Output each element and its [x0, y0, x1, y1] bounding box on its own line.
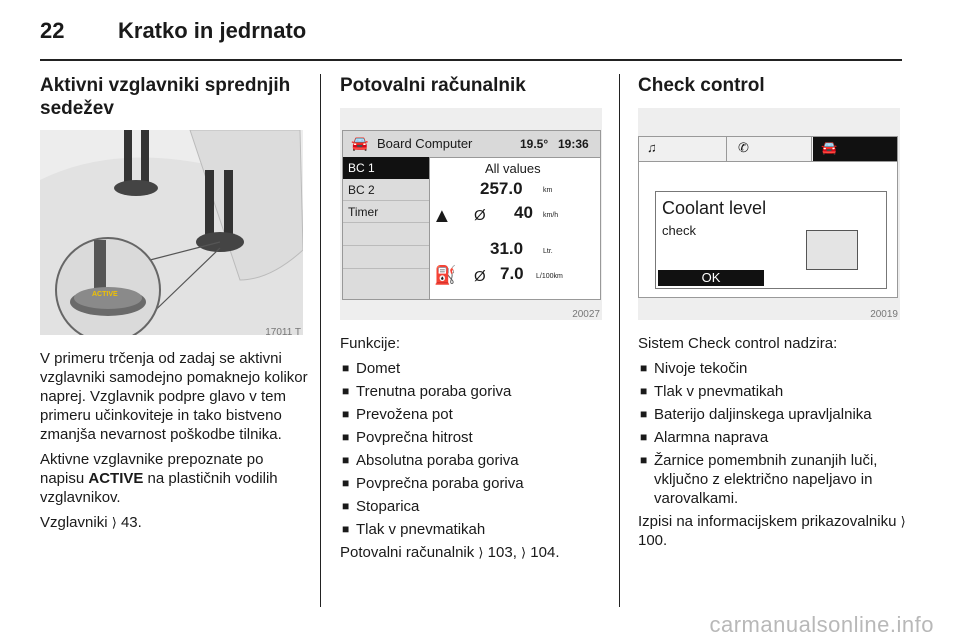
- car-icon: 🚘: [351, 135, 369, 151]
- figure-id: 20027: [572, 309, 600, 320]
- menu-bc2[interactable]: BC 2: [343, 179, 429, 201]
- display-tab-bar: [639, 137, 897, 162]
- list-item: ■ Povprečna hitrost: [340, 428, 610, 447]
- list-item: ■ Tlak v pnevmatikah: [638, 382, 908, 401]
- active-label: ACTIVE: [92, 291, 118, 298]
- board-computer-figure: [340, 108, 602, 320]
- list-item: ■ Prevožena pot: [340, 405, 610, 424]
- list-item: ■ Tlak v pnevmatikah: [340, 520, 610, 539]
- list-item: ■ Domet: [340, 359, 610, 378]
- check-control-display: [638, 136, 898, 298]
- board-computer-ref[interactable]: Potovalni računalnik ⟩ 103, ⟩ 104.: [340, 544, 560, 561]
- board-computer-display: [342, 130, 601, 300]
- headrests-para-2: Aktivne vzglavnike prepoznate po napisu ACTIVE na plastičnih vodilih vzglavnikov.: [40, 451, 278, 506]
- list-item: ■ Povprečna poraba goriva: [340, 474, 610, 493]
- display-title-bar: 🚘 Board Computer 19.5° 19:36: [343, 131, 600, 158]
- menu-empty-1: [343, 223, 429, 246]
- check-control-intro: Sistem Check control nadzira:: [638, 335, 838, 352]
- column-board-computer: [340, 74, 605, 97]
- menu-empty-2: [343, 246, 429, 269]
- message-title: Coolant level: [662, 198, 767, 218]
- music-icon[interactable]: ♫: [639, 137, 727, 161]
- column-divider-2: [619, 74, 620, 607]
- headrest-illustration-icon: [40, 130, 303, 335]
- check-control-text: [638, 334, 908, 556]
- average-icon-2: Ø: [474, 268, 486, 285]
- list-item: ■ Nivoje tekočin: [638, 359, 908, 378]
- figure-id: 17011 T: [265, 327, 301, 338]
- page-number: 22: [40, 18, 65, 43]
- watermark: carmanualsonline.info: [709, 612, 934, 637]
- coolant-icon: [806, 230, 858, 270]
- list-item: ■ Stoparica: [340, 497, 610, 516]
- phone-icon[interactable]: ✆: [728, 137, 812, 161]
- board-computer-list: [340, 359, 610, 539]
- menu-timer[interactable]: Timer: [343, 201, 429, 223]
- check-control-ref[interactable]: Izpisi na informacijskem prikazovalniku ⟩ 100.: [638, 513, 906, 549]
- list-item: ■ Trenutna poraba goriva: [340, 382, 610, 401]
- column-check-control: [638, 74, 903, 97]
- list-item: ■ Absolutna poraba goriva: [340, 451, 610, 470]
- headrests-para-1: V primeru trčenja od zadaj se aktivni vzglavniki samodejno pomaknejo kolikor naprej. Vzglavnik podpre glavo v tem primeru učinkoviteje in tako bistveno zmanjša nevarnost poškodbe tilnika.: [40, 350, 308, 443]
- average-icon: Ø: [474, 207, 486, 224]
- menu-bc1[interactable]: BC 1: [343, 157, 429, 179]
- list-item: ■ Alarmna naprava: [638, 428, 908, 447]
- car-tab-icon[interactable]: 🚘: [813, 137, 897, 161]
- reference-arrow-icon: ⟩: [478, 545, 484, 560]
- list-item: ■ Žarnice pomembnih zunanjih luči, vključno z električno napeljavo in varovalkami.: [638, 451, 908, 508]
- fuel-pump-icon: ⛽: [434, 265, 457, 285]
- headrests-ref[interactable]: Vzglavniki ⟩ 43.: [40, 514, 142, 531]
- check-control-heading: Check control: [638, 75, 765, 96]
- check-control-figure: [638, 108, 900, 320]
- headrests-text: [40, 349, 308, 538]
- column-headrests: [40, 74, 305, 120]
- message-sub: check: [662, 223, 696, 238]
- ok-button[interactable]: OK: [658, 270, 764, 286]
- reference-arrow-icon: ⟩: [111, 515, 117, 530]
- headrest-figure: [40, 130, 303, 338]
- road-icon: ▲: [432, 205, 452, 227]
- header-rule: [40, 59, 902, 61]
- figure-id: 20019: [870, 309, 898, 320]
- column-divider-1: [320, 74, 321, 607]
- display-values: All values ▲ 257.0 km Ø 40 km/h ⛽ 31.0 Ltr. Ø 7.0 L/100km: [432, 161, 563, 285]
- check-control-list: [638, 359, 908, 508]
- reference-arrow-icon: ⟩: [900, 514, 906, 529]
- chapter-title: Kratko in jedrnato: [118, 18, 307, 43]
- reference-arrow-icon: ⟩: [521, 545, 527, 560]
- board-computer-text: [340, 334, 610, 568]
- message-box: [655, 191, 887, 289]
- board-computer-heading: Potovalni računalnik: [340, 75, 526, 96]
- board-computer-intro: Funkcije:: [340, 335, 401, 352]
- list-item: ■ Baterijo daljinskega upravljalnika: [638, 405, 908, 424]
- headrests-heading: Aktivni vzglavniki sprednjih sedežev: [40, 75, 291, 119]
- display-menu: [343, 157, 430, 299]
